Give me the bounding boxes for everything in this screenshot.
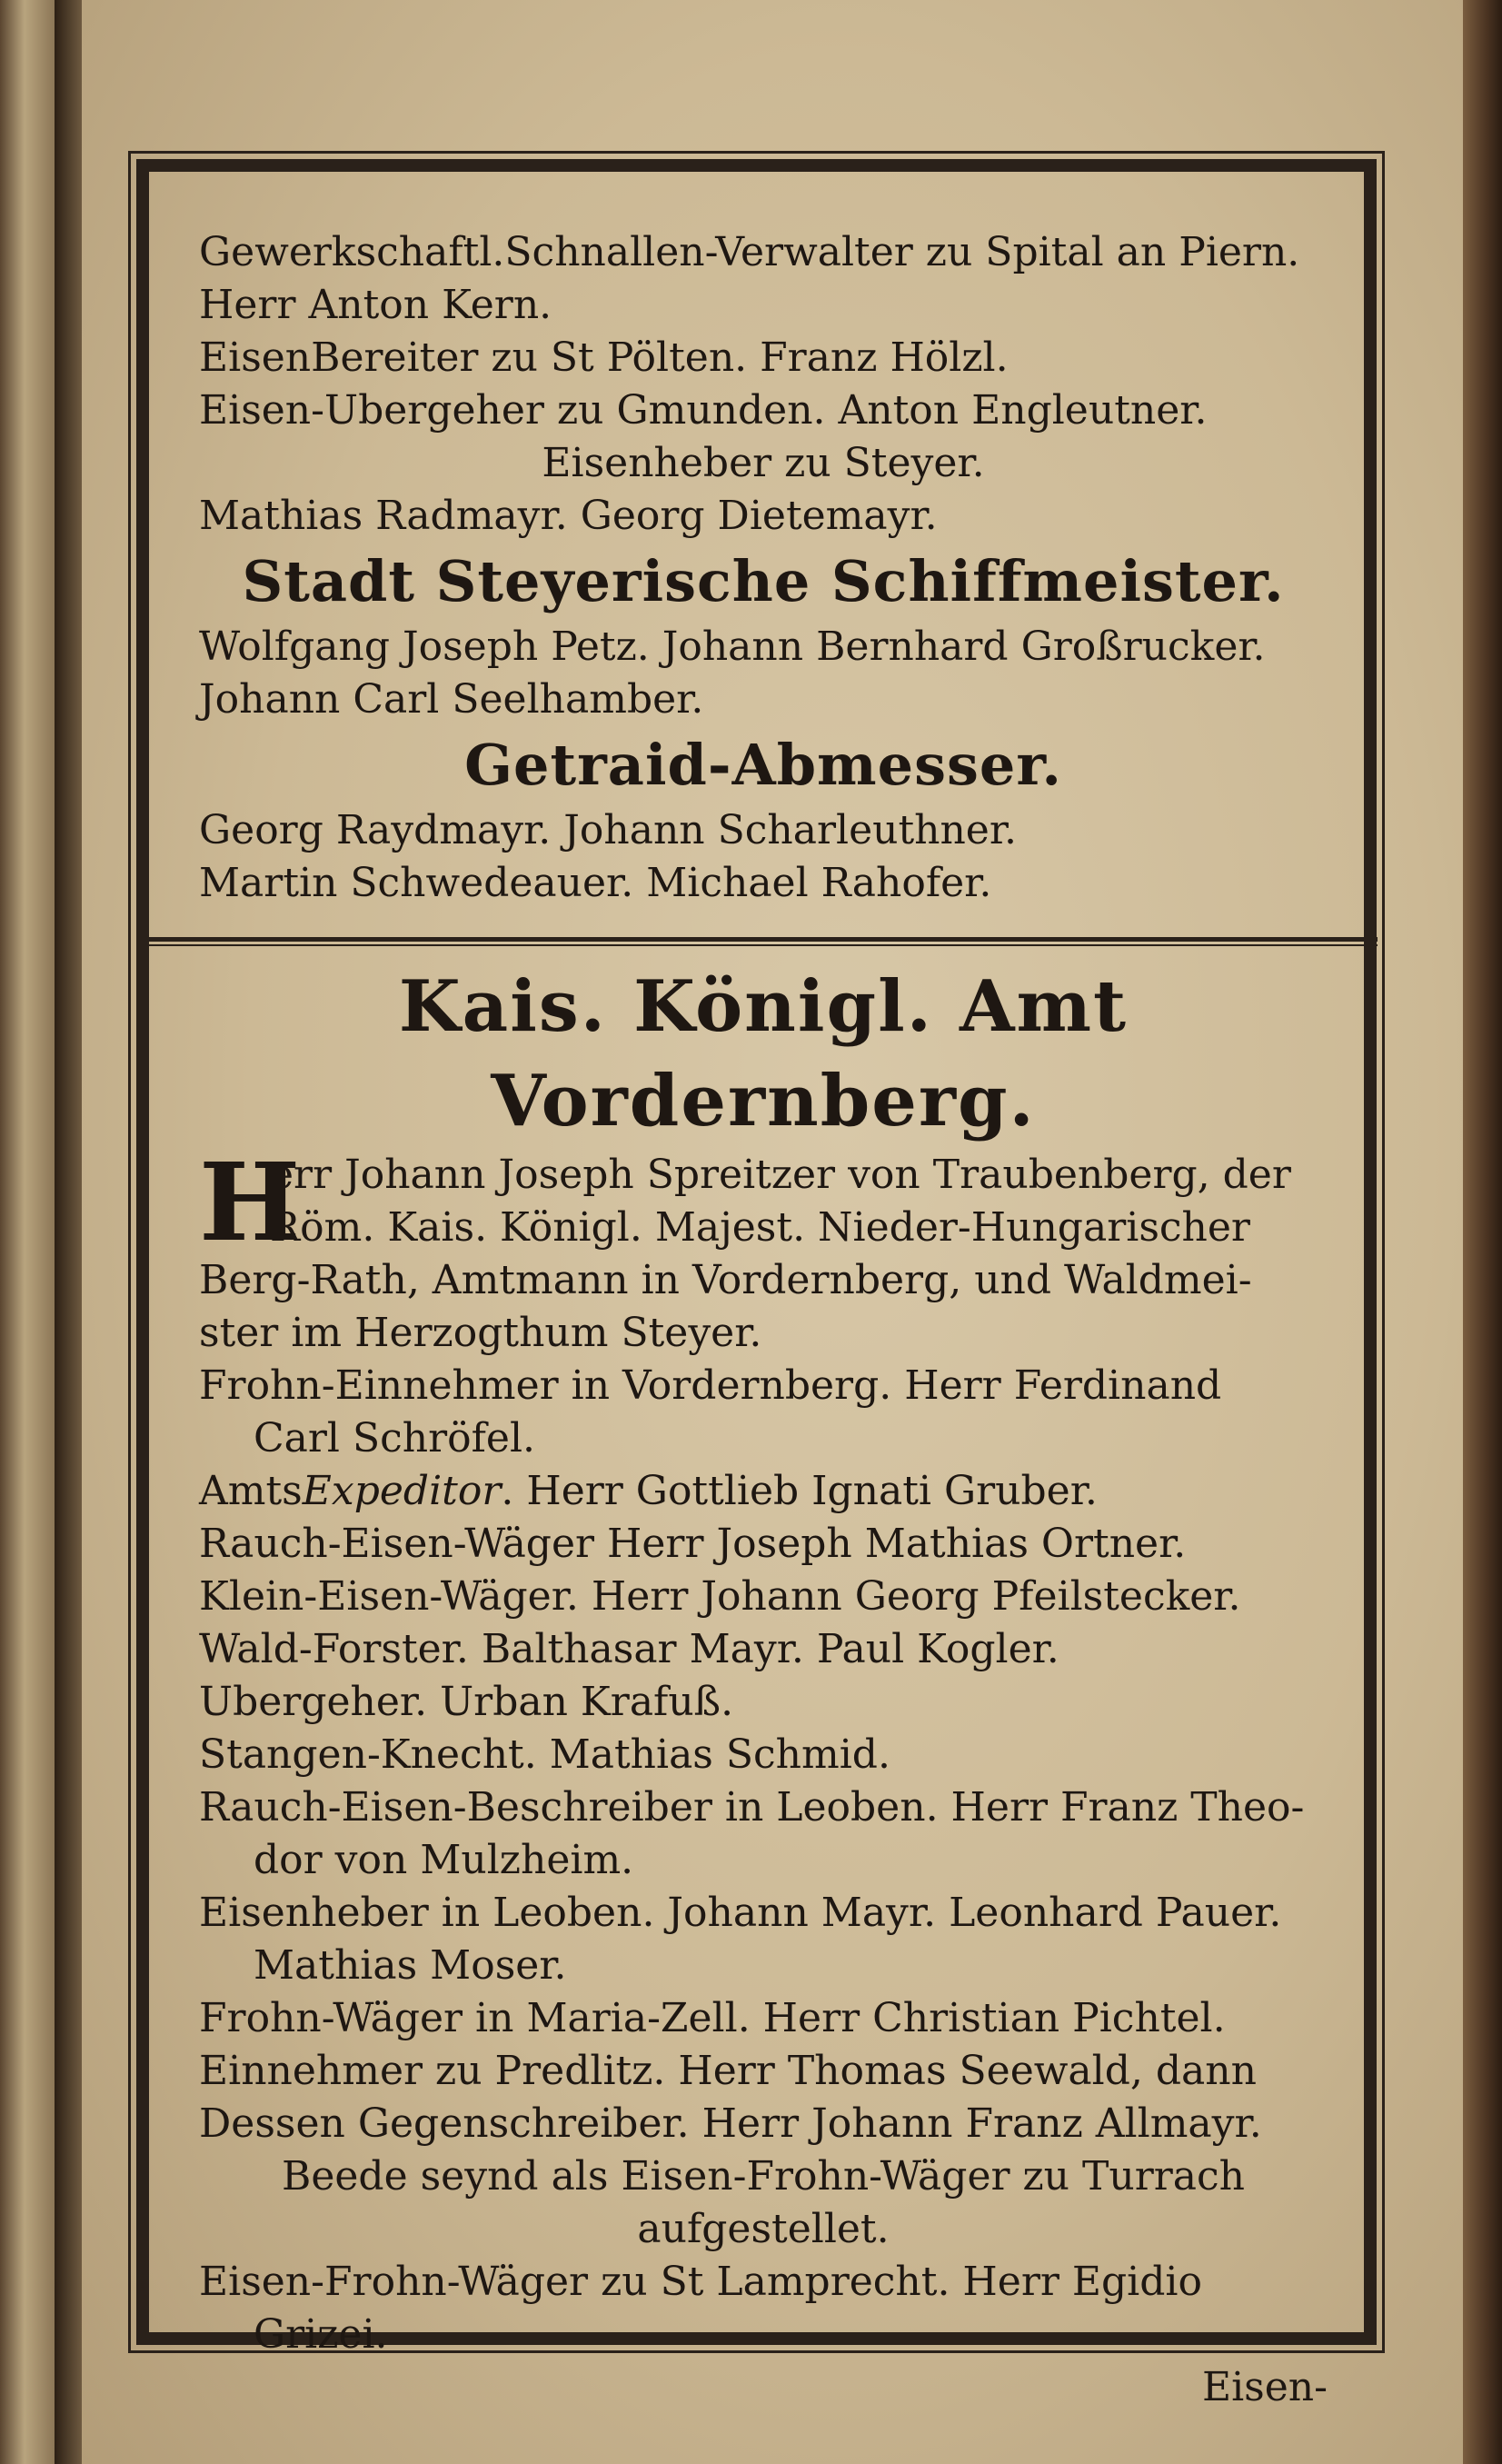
entry-line: dor von Mulzheim. bbox=[254, 1837, 634, 1883]
main-heading: Kais. Königl. Amt Vordernberg. bbox=[398, 965, 1129, 1142]
text-line: Georg Raydmayr. Johann Scharleuthner. bbox=[199, 807, 1018, 853]
entry-line: Rauch-Eisen-Beschreiber in Leoben. Herr Franz Theo- bbox=[199, 1784, 1305, 1831]
text-line: Martin Schwedeauer. Michael Rahofer. bbox=[199, 860, 992, 906]
entry-line bbox=[199, 1465, 1328, 1518]
entry-line: Einnehmer zu Predlitz. Herr Thomas Seewald, dann bbox=[199, 2048, 1257, 2094]
entry-suffix: . Herr Gottlieb Ignati Gruber. bbox=[501, 1468, 1098, 1514]
page-content bbox=[199, 226, 1328, 2414]
centered-line: Eisenheber zu Steyer. bbox=[542, 440, 985, 486]
entry-prefix: Amts bbox=[199, 1468, 303, 1514]
centered-line: aufgestellet. bbox=[637, 2206, 890, 2252]
section-vordernberg bbox=[199, 960, 1328, 2414]
entry-line: Rauch-Eisen-Wäger Herr Joseph Mathias Ortner. bbox=[199, 1521, 1187, 1567]
centered-line: Beede seynd als Eisen-Frohn-Wäger zu Turrach bbox=[282, 2153, 1245, 2200]
section-abmesser bbox=[199, 726, 1328, 910]
entry-line: Ubergeher. Urban Krafuß. bbox=[199, 1679, 734, 1725]
entry-line: Frohn-Wäger in Maria-Zell. Herr Christian Pichtel. bbox=[199, 1995, 1226, 2041]
entry-line: Eisen-Frohn-Wäger zu St Lamprecht. Herr Egidio bbox=[199, 2259, 1202, 2305]
entry-line: Carl Schröfel. bbox=[254, 1415, 536, 1461]
entry-line: Klein-Eisen-Wäger. Herr Johann Georg Pfeilstecker. bbox=[199, 1573, 1241, 1620]
intro-paragraph bbox=[199, 1139, 1328, 1265]
text-line: ster im Herzogthum Steyer. bbox=[199, 1310, 762, 1356]
entry-italic: Expeditor bbox=[302, 1468, 502, 1514]
text-line: Gewerkschaftl.Schnallen-Verwalter zu Spital an Piern. bbox=[199, 229, 1300, 275]
text-line: Wolfgang Joseph Petz. Johann Bernhard Großrucker. bbox=[199, 623, 1266, 670]
text-line: Herr Anton Kern. bbox=[199, 282, 552, 328]
facing-page-edge bbox=[0, 0, 55, 2464]
page-border-frame bbox=[136, 159, 1377, 2410]
book-cover-edge bbox=[1463, 0, 1502, 2464]
double-rule-divider bbox=[149, 937, 1378, 942]
section-schiffmeister bbox=[199, 543, 1328, 726]
catchword: Eisen- bbox=[1201, 2364, 1328, 2410]
entry-line: Stangen-Knecht. Mathias Schmid. bbox=[199, 1731, 890, 1778]
text-line: Johann Carl Seelhamber. bbox=[199, 676, 704, 723]
text-line: Eisen-Ubergeher zu Gmunden. Anton Engleutner. bbox=[199, 387, 1208, 434]
text-line: Mathias Radmayr. Georg Dietemayr. bbox=[199, 493, 938, 539]
section-heading: Getraid-Abmesser. bbox=[464, 732, 1062, 798]
text-line: EisenBereiter zu St Pölten. Franz Hölzl. bbox=[199, 334, 1009, 381]
text-line: Röm. Kais. Königl. Majest. Nieder-Hungarischer bbox=[270, 1204, 1250, 1251]
drop-cap: H bbox=[199, 1139, 301, 1265]
entry-line: Eisenheber in Leoben. Johann Mayr. Leonhard Pauer. bbox=[199, 1890, 1282, 1936]
section-officials bbox=[199, 226, 1328, 543]
entry-line: Wald-Forster. Balthasar Mayr. Paul Kogler. bbox=[199, 1626, 1059, 1672]
text-line: err Johann Joseph Spreitzer von Traubenberg, der bbox=[270, 1152, 1291, 1198]
entry-line: Mathias Moser. bbox=[254, 1942, 567, 1989]
text-line: Berg-Rath, Amtmann in Vordernberg, und Waldmei- bbox=[199, 1257, 1252, 1303]
book-gutter bbox=[55, 0, 82, 2464]
entry-line: Grizei. bbox=[254, 2311, 388, 2358]
section-heading: Stadt Steyerische Schiffmeister. bbox=[242, 548, 1285, 614]
entry-line: Frohn-Einnehmer in Vordernberg. Herr Ferdinand bbox=[199, 1362, 1222, 1409]
entry-line: Dessen Gegenschreiber. Herr Johann Franz Allmayr. bbox=[199, 2100, 1262, 2147]
